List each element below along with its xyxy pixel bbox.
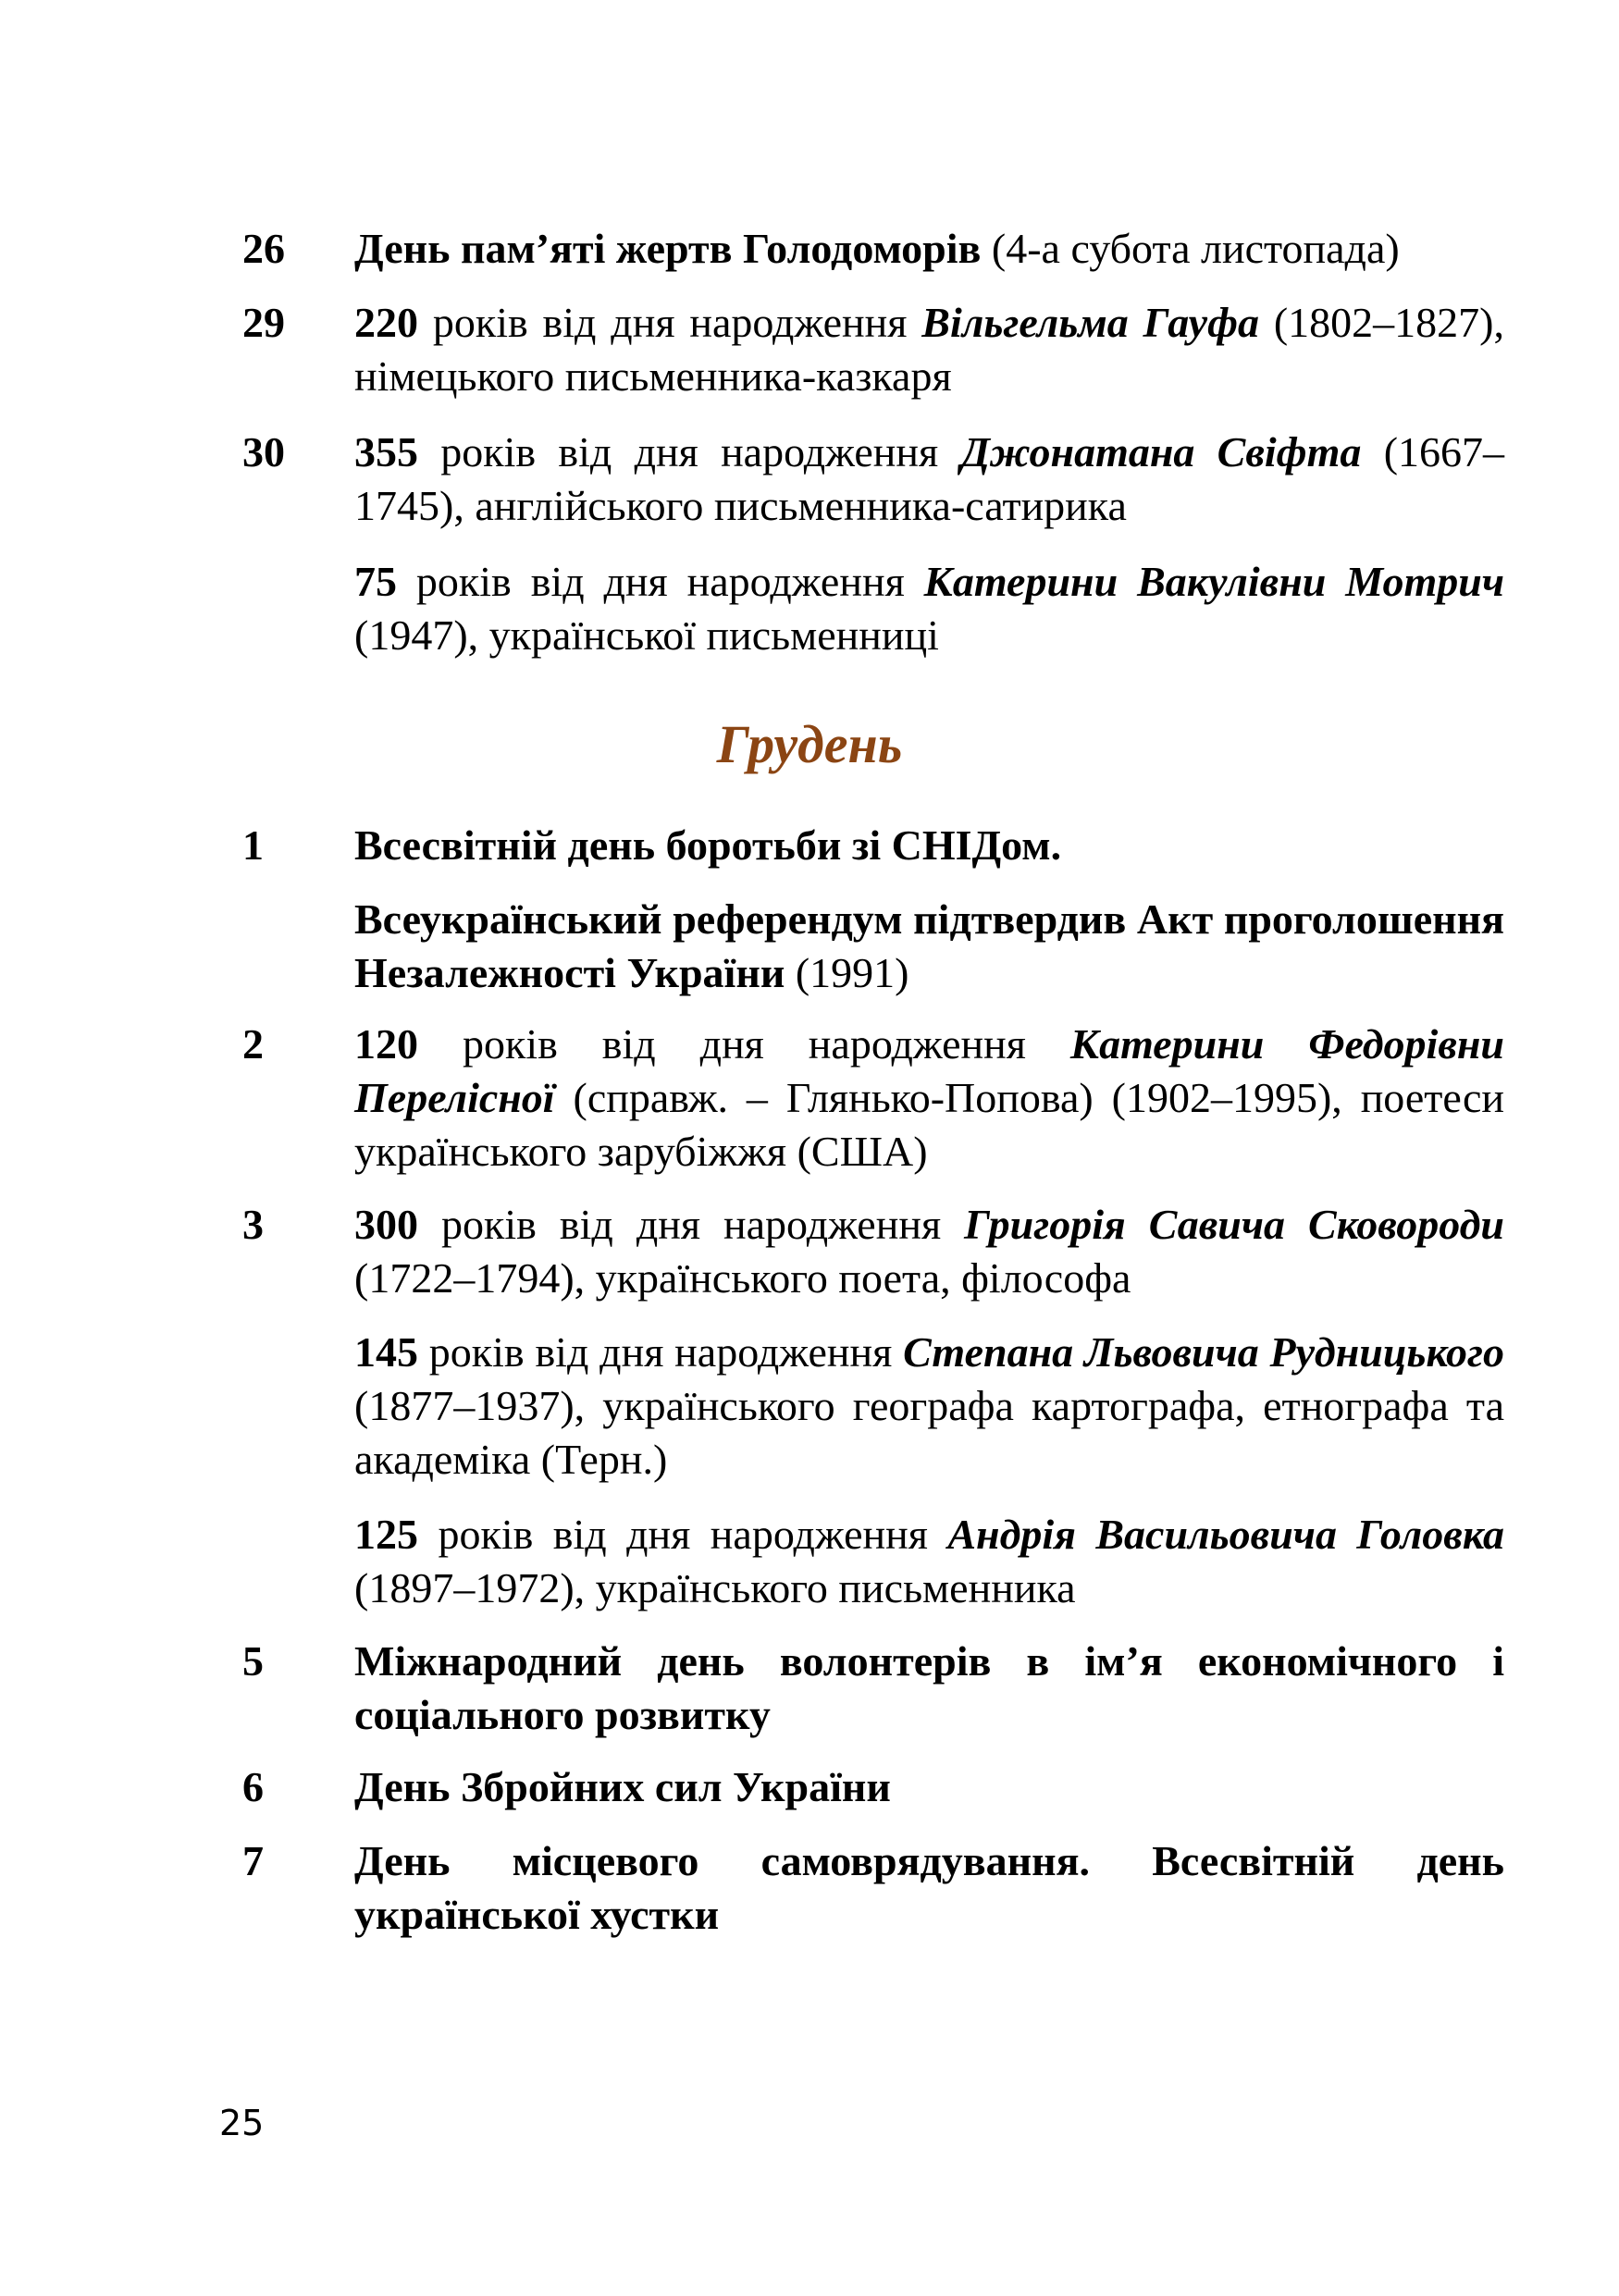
person-name: Вільгельма Гауфа — [921, 299, 1260, 346]
entry-text — [354, 222, 1504, 276]
anniversary-years: 75 — [354, 558, 397, 605]
anniversary-text: років від дня народження — [418, 299, 922, 346]
day-number: 29 — [242, 299, 285, 346]
entry-text — [354, 426, 1504, 533]
person-details: (1947), української письменниці — [354, 611, 939, 659]
day-number: 26 — [242, 225, 285, 272]
anniversary-years: 120 — [354, 1020, 418, 1068]
event-title: Міжнародний день волонтерів в ім’я економічного і соціального розвитку — [354, 1637, 1504, 1738]
entry-text — [354, 296, 1504, 403]
entry-text — [354, 1326, 1504, 1487]
anniversary-years: 220 — [354, 299, 418, 346]
day-number: 1 — [242, 821, 264, 869]
entry-text — [354, 819, 1504, 872]
anniversary-years: 355 — [354, 428, 418, 475]
event-title: День Збройних сил України — [354, 1763, 891, 1810]
person-details: (1722–1794), українського поета, філософа — [354, 1254, 1131, 1302]
person-details: (справж. – Глянько-Попова) (1902–1995), поетеси українського зарубіжжя (США) — [354, 1074, 1504, 1175]
event-title: День пам’яті жертв Голодоморів — [354, 225, 982, 272]
day-number: 30 — [242, 428, 285, 475]
day-number: 5 — [242, 1637, 264, 1685]
person-details: (1897–1972), українського письменника — [354, 1564, 1076, 1611]
event-title: Всеукраїнський референдум підтвердив Акт проголошення Незалежності України — [354, 895, 1504, 996]
person-details: (1877–1937), українського географа картографа, етнографа та академіка (Терн.) — [354, 1382, 1504, 1483]
anniversary-text: років від дня народження — [418, 1201, 965, 1248]
entry-text — [354, 1635, 1504, 1742]
entry-text — [354, 893, 1504, 1000]
event-note: (4-а субота листопада) — [981, 225, 1400, 272]
day-number: 3 — [242, 1201, 264, 1248]
event-title: Всесвітній день боротьби зі СНІДом. — [354, 821, 1062, 869]
person-details: (1802–1827), німецького письменника-казкаря — [354, 299, 1505, 400]
day-number: 6 — [242, 1763, 264, 1810]
anniversary-text: років від дня народження — [418, 428, 961, 475]
person-details: (1667–1745), англійського письменника-сатирика — [354, 428, 1505, 529]
person-name: Андрія Васильовича Головка — [947, 1511, 1505, 1558]
anniversary-text: років від дня народження — [418, 1511, 948, 1558]
day-number: 7 — [242, 1837, 264, 1884]
entry-text — [354, 1834, 1504, 1942]
person-name: Григорія Савича Сковороди — [964, 1201, 1505, 1248]
anniversary-text: років від дня народження — [418, 1328, 904, 1376]
event-note: (1991) — [785, 949, 909, 996]
entry-text — [354, 1198, 1504, 1305]
day-number: 2 — [242, 1020, 264, 1068]
anniversary-years: 145 — [354, 1328, 418, 1376]
entry-text — [354, 555, 1504, 662]
person-name: Катерини Вакулівни Мотрич — [923, 558, 1504, 605]
page-number: 25 — [219, 2103, 265, 2143]
entry-text — [354, 1508, 1504, 1615]
person-name: Джонатана Свіфта — [960, 428, 1362, 475]
entry-text — [354, 1018, 1504, 1179]
person-name: Катерини Федорівни Перелісної — [354, 1020, 1504, 1121]
event-title: День місцевого самоврядування. Всесвітній день української хустки — [354, 1837, 1504, 1938]
anniversary-years: 125 — [354, 1511, 418, 1558]
anniversary-text: років від дня народження — [418, 1020, 1070, 1068]
person-name: Степана Львовича Рудницького — [903, 1328, 1504, 1376]
anniversary-years: 300 — [354, 1201, 418, 1248]
entry-text — [354, 1760, 1504, 1814]
anniversary-text: років від дня народження — [397, 558, 924, 605]
month-heading: Грудень — [716, 714, 903, 774]
